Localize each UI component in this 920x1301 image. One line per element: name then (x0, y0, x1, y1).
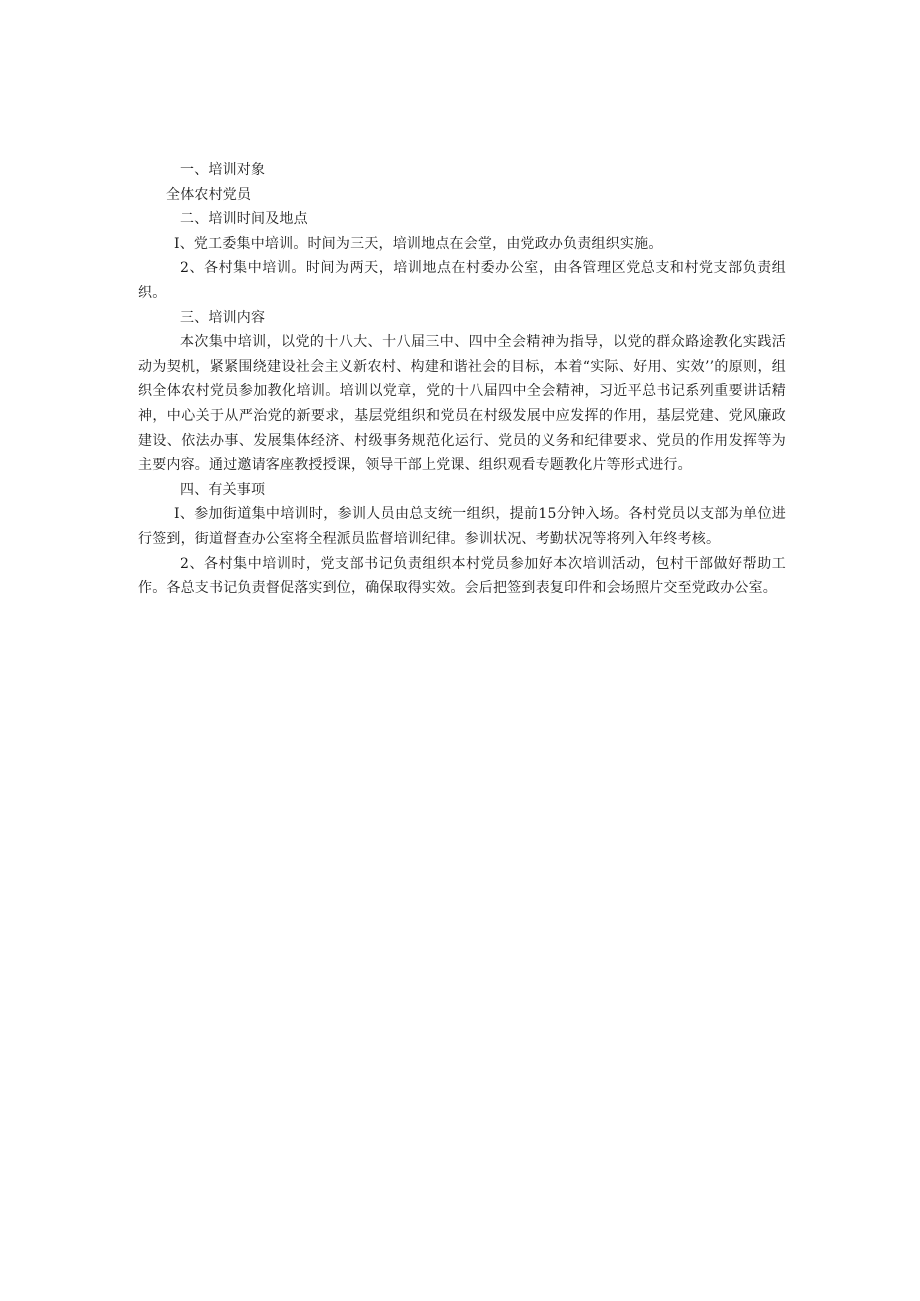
related-matters-item-2: 2、各村集中培训时，党支部书记负责组织本村党员参加好本次培训活动，包村干部做好帮助工作。各总支书记负责督促落实到位，确保取得实效。会后把签到表复印件和会场照片交至党政办公室。 (138, 555, 786, 597)
section-heading-time-and-place: 二、培训时间及地点 (180, 211, 308, 228)
training-targets-text: 全体农村党员 (166, 186, 252, 203)
training-content-paragraph: 本次集中培训，以党的十八大、十八届三中、四中全会精神为指导，以党的群众路途教化实践活动为契机，紧紧围绕建设社会主义新农村、构建和谐社会的目标，本着“实际、好用、实效’’的原则，组织全体农村党员参加教化培训。培训以党章，党的十八届四中全会精神，习近平总书记系列重要讲话精神，中心关于从严治党的新要求，基层党组织和党员在村级发展中应发挥的作用，基层党建、党风廉政建设、依法办事、发展集体经济、村级事务规范化运行、党员的义务和纪律要求、党员的作用发挥等为主要内容。通过邀请客座教授授课，领导干部上党课、组织观看专题教化片等形式进行。 (138, 334, 786, 474)
section-heading-training-content: 三、培训内容 (180, 309, 266, 326)
section-heading-related-matters: 四、有关事项 (180, 481, 266, 498)
document-body (138, 158, 786, 601)
time-place-item-2: 2、各村集中培训。时间为两天，培训地点在村委办公室，由各管理区党总支和村党支部负责组织。 (138, 260, 786, 301)
related-matters-item-1: I、参加街道集中培训时，参训人员由总支统一组织，提前15分钟入场。各村党员以支部为单位进行签到，街道督查办公室将全程派员监督培训纪律。参训状况、考勤状况等将列入年终考核。 (138, 506, 786, 547)
time-place-item-1: I、党工委集中培训。时间为三天，培训地点在会堂，由党政办负责组织实施。 (174, 235, 663, 252)
section-heading-training-targets: 一、培训对象 (180, 162, 266, 178)
